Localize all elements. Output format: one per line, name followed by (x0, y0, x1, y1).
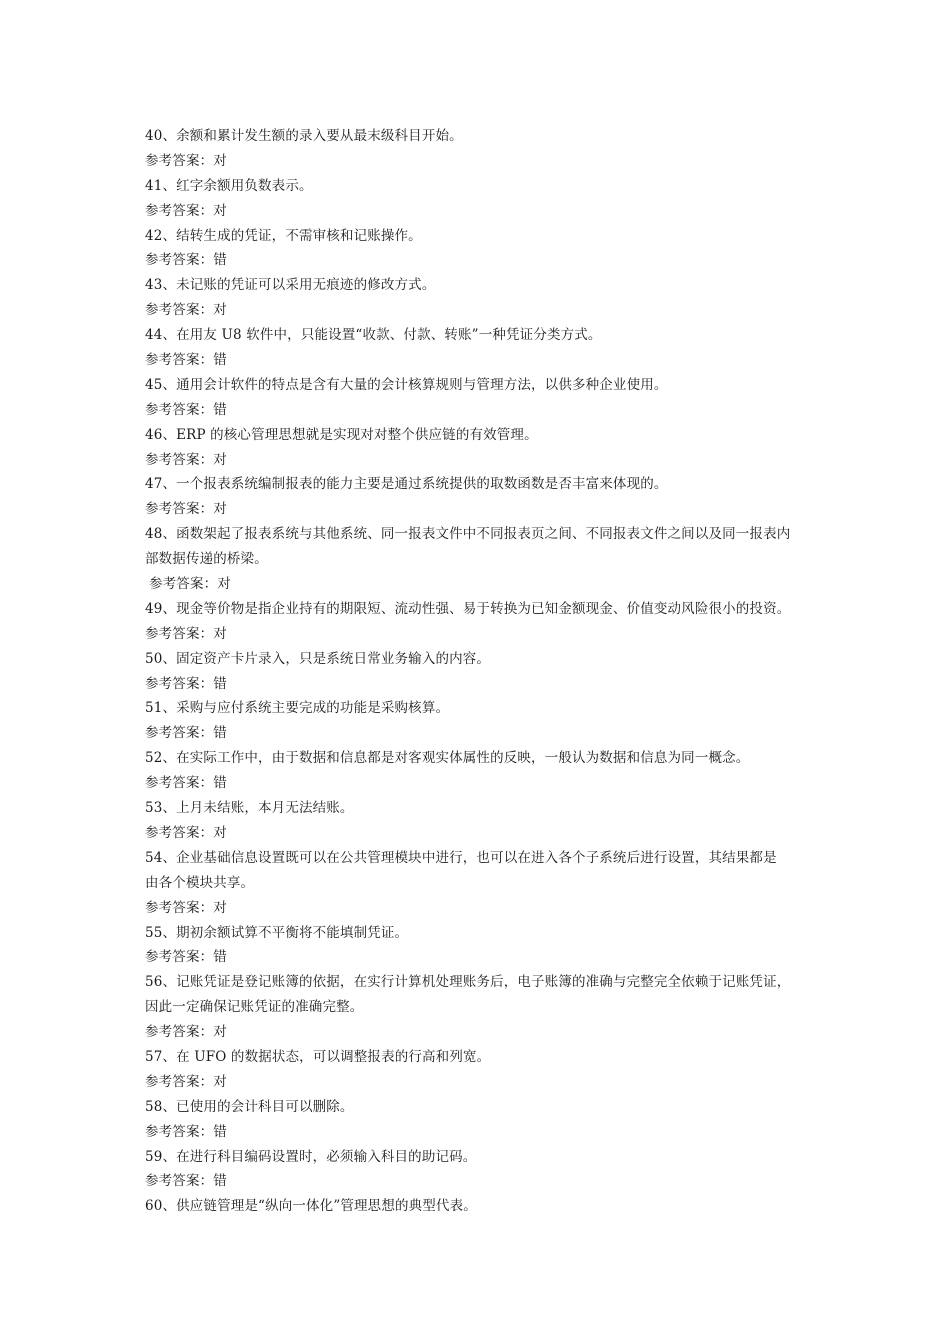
answer-text: 参考答案：对 (145, 501, 227, 518)
answer-text: 参考答案：对 (145, 824, 227, 841)
answer-text: 参考答案：错 (145, 252, 227, 269)
answer-text: 参考答案：错 (145, 775, 227, 792)
question-text: 48、函数架起了报表系统与其他系统、同一报表文件中不同报表页之间、不同报表文件之间以及同一报表内 (145, 526, 791, 543)
answer-text: 参考答案：对 (145, 625, 227, 642)
question-list (145, 124, 825, 1219)
question-text: 55、期初余额试算不平衡将不能填制凭证。 (145, 924, 409, 941)
answer-text: 参考答案：对 (145, 451, 227, 468)
question-text: 54、企业基础信息设置既可以在公共管理模块中进行，也可以在进入各个子系统后进行设置，其结果都是 (145, 849, 777, 866)
answer-text: 参考答案：错 (145, 401, 227, 418)
question-text: 51、采购与应付系统主要完成的功能是采购核算。 (145, 700, 450, 717)
question-text: 58、已使用的会计科目可以删除。 (145, 1098, 354, 1115)
question-text: 因此一定确保记账凭证的准确完整。 (145, 999, 364, 1016)
answer-text: 参考答案：对 (145, 152, 227, 169)
question-text: 52、在实际工作中，由于数据和信息都是对客观实体属性的反映，一般认为数据和信息为同一概念。 (145, 750, 750, 767)
question-text: 由各个模块共享。 (145, 874, 255, 891)
question-text: 59、在进行科目编码设置时，必须输入科目的助记码。 (145, 1148, 477, 1165)
question-text: 47、一个报表系统编制报表的能力主要是通过系统提供的取数函数是否丰富来体现的。 (145, 476, 668, 493)
question-text: 部数据传递的桥梁。 (145, 551, 268, 568)
answer-text: 参考答案：对 (145, 302, 227, 319)
answer-text: 参考答案：对 (145, 202, 227, 219)
question-text: 60、供应链管理是“纵向一体化”管理思想的典型代表。 (145, 1198, 477, 1215)
answer-text: 参考答案：对 (145, 1073, 227, 1090)
answer-text: 参考答案：错 (145, 1123, 227, 1140)
answer-text: 参考答案：错 (145, 949, 227, 966)
question-text: 57、在 UFO 的数据状态，可以调整报表的行高和列宽。 (145, 1048, 491, 1065)
answer-text: 参考答案：错 (145, 1173, 227, 1190)
answer-text: 参考答案：错 (145, 725, 227, 742)
question-text: 46、ERP 的核心管理思想就是实现对对整个供应链的有效管理。 (145, 426, 538, 443)
question-text: 44、在用友 U8 软件中，只能设置“收款、付款、转账”一种凭证分类方式。 (145, 327, 602, 344)
answer-text: 参考答案：对 (149, 576, 231, 593)
answer-text: 参考答案：错 (145, 352, 227, 369)
answer-text: 参考答案：错 (145, 675, 227, 692)
answer-text: 参考答案：对 (145, 899, 227, 916)
question-text: 49、现金等价物是指企业持有的期限短、流动性强、易于转换为已知金额现金、价值变动风险很小的投资。 (145, 600, 791, 617)
answer-text: 参考答案：对 (145, 1024, 227, 1041)
question-text: 41、红字余额用负数表示。 (145, 177, 313, 194)
question-text: 42、结转生成的凭证，不需审核和记账操作。 (145, 227, 422, 244)
question-text: 50、固定资产卡片录入，只是系统日常业务输入的内容。 (145, 650, 491, 667)
question-text: 53、上月未结账，本月无法结账。 (145, 800, 354, 817)
question-text: 45、通用会计软件的特点是含有大量的会计核算规则与管理方法，以供多种企业使用。 (145, 376, 668, 393)
question-text: 43、未记账的凭证可以采用无痕迹的修改方式。 (145, 277, 436, 294)
question-text: 40、余额和累计发生额的录入要从最末级科目开始。 (145, 128, 463, 144)
question-text: 56、记账凭证是登记账簿的依据，在实行计算机处理账务后，电子账簿的准确与完整完全依赖于记账凭证， (145, 974, 791, 991)
